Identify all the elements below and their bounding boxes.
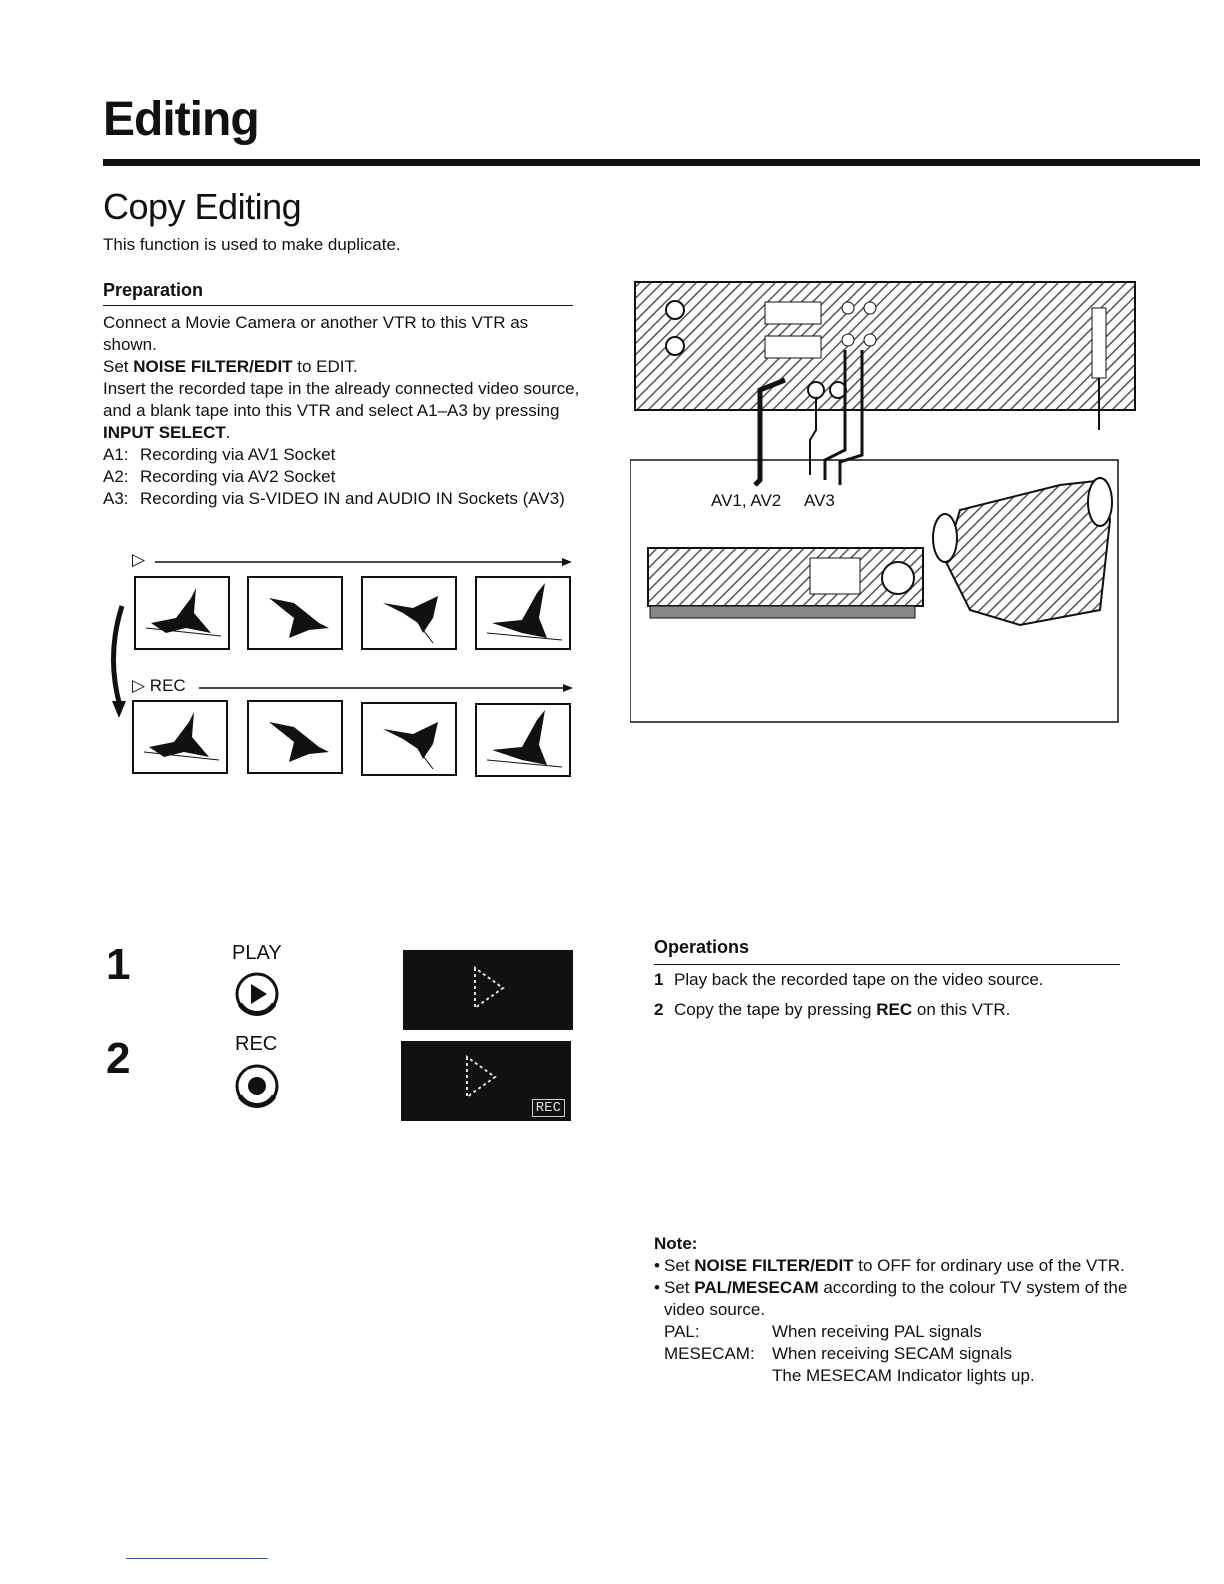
play-button-label: PLAY xyxy=(232,942,282,964)
play-strip-arrow xyxy=(150,556,575,568)
bird-icon xyxy=(249,578,341,648)
preparation-body xyxy=(103,312,583,510)
label-av3: AV3 xyxy=(804,491,835,510)
prep-line-3: Insert the recorded tape in the already connected video source, and a blank tape into this VTR and select A1–A3 by pressing INPUT SELECT. xyxy=(103,379,580,442)
note-bullet: • Set PAL/MESECAM according to the colour TV system of the video source. xyxy=(654,1278,1128,1319)
bird-icon xyxy=(363,578,455,648)
preparation-heading: Preparation xyxy=(103,280,573,306)
prep-line-2: Set NOISE FILTER/EDIT to EDIT. xyxy=(103,357,358,376)
bird-icon xyxy=(477,578,569,648)
bird-icon xyxy=(249,702,341,772)
bird-frame xyxy=(475,703,571,777)
note-bullet: • Set NOISE FILTER/EDIT to OFF for ordinary use of the VTR. xyxy=(654,1256,1125,1275)
operation-item: 1 Play back the recorded tape on the video source. xyxy=(654,970,1044,989)
bird-frame xyxy=(132,700,228,774)
note-section xyxy=(654,1233,1134,1387)
rec-badge: REC xyxy=(532,1099,565,1117)
rec-strip-arrow xyxy=(196,682,576,694)
bird-icon xyxy=(134,702,226,772)
vtr-front-icon xyxy=(648,548,923,618)
screen-rec xyxy=(401,1041,571,1121)
note-heading: Note: xyxy=(654,1234,698,1253)
operation-item: 2 Copy the tape by pressing REC on this VTR. xyxy=(654,1000,1011,1019)
operations-heading: Operations xyxy=(654,937,1120,965)
record-icon xyxy=(248,1077,266,1095)
play-button[interactable] xyxy=(232,970,282,1020)
bird-frame xyxy=(134,576,230,650)
input-item: A3: Recording via S-VIDEO IN and AUDIO IN Sockets (AV3) xyxy=(103,489,565,508)
rec-button[interactable] xyxy=(232,1062,282,1112)
operations-list xyxy=(654,970,1134,1030)
mode-row: MESECAM: When receiving SECAM signals xyxy=(664,1344,1012,1363)
bird-frame xyxy=(475,576,571,650)
play-indicator-icon xyxy=(403,950,573,1030)
label-av1-av2: AV1, AV2 xyxy=(711,491,782,510)
step-2-number: 2 xyxy=(106,1034,131,1083)
bracket-arrow xyxy=(104,596,134,726)
input-list xyxy=(103,444,583,510)
play-strip-label: ▷ xyxy=(132,550,146,569)
bird-frame xyxy=(247,700,343,774)
rec-button-label: REC xyxy=(235,1033,278,1055)
step-1-number: 1 xyxy=(106,940,131,989)
page-title: Editing xyxy=(103,93,259,146)
prep-line-1: Connect a Movie Camera or another VTR to this VTR as shown. xyxy=(103,313,529,354)
mode-row: The MESECAM Indicator lights up. xyxy=(772,1366,1035,1385)
vtr-rear-panel-icon xyxy=(635,282,1135,430)
mode-row: PAL: When receiving PAL signals xyxy=(664,1322,982,1341)
connection-diagram xyxy=(630,280,1140,725)
bird-icon xyxy=(477,705,569,775)
bird-icon xyxy=(363,704,455,774)
bird-frame xyxy=(247,576,343,650)
footer-rule xyxy=(126,1558,268,1559)
input-item: A1: Recording via AV1 Socket xyxy=(103,445,336,464)
title-rule xyxy=(103,159,1200,166)
rec-strip-label: ▷ REC xyxy=(132,676,186,695)
bird-frame xyxy=(361,702,457,776)
section-title: Copy Editing xyxy=(103,186,302,227)
input-item: A2: Recording via AV2 Socket xyxy=(103,467,336,486)
intro-text: This function is used to make duplicate. xyxy=(103,235,401,254)
screen-play xyxy=(403,950,573,1030)
bird-icon xyxy=(136,578,228,648)
camcorder-icon xyxy=(933,478,1112,625)
bird-frame xyxy=(361,576,457,650)
